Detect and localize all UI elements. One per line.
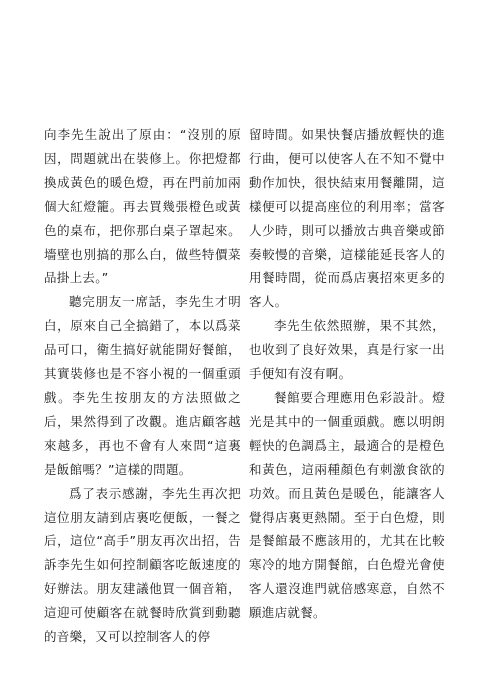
paragraph: 留時間。如果快餐店播放輕快的進行曲，便可以使客人在不知不覺中動作加快，很快結束用餐離開，這樣便可以提高座位的利用率；當客人少時，則可以播放古典音樂或節奏較慢的音樂，這樣能延長客人的用餐時間，從而爲店裏招來更多的客人。 <box>249 127 445 310</box>
left-text-column <box>44 123 241 649</box>
paragraph: 聽完朋友一席話，李先生才明白，原來自己全搞錯了，本以爲菜品可口，衛生搞好就能開好餐館，其實裝修也是不容小視的一個重頭戲。李先生按朋友的方法照做之后，果然得到了改觀。進店顧客越來越多，再也不會有人來問“這裏是飯館嗎？”這樣的問題。 <box>44 294 241 477</box>
paragraph: 李先生依然照辦，果不其然，也收到了良好效果，真是行家一出手便知有沒有啊。 <box>249 318 445 382</box>
right-text-column <box>249 123 445 625</box>
paragraph: 爲了表示感謝，李先生再次把這位朋友請到店裏吃便飯，一餐之后，這位“高手”朋友再次出招，告訴李先生如何控制顧客吃飯速度的好辦法。朋友建議他買一個音箱，這迎可使顧客在就餐時欣賞到動聽的音樂，又可以控制客人的停 <box>44 485 241 645</box>
paragraph: 餐館要合理應用色彩設計。燈光是其中的一個重頭戲。應以明朗輕快的色調爲主，最適合的是橙色和黃色，這兩種顏色有刺激食欲的功效。而且黃色是暖色，能讓客人覺得店裏更熱鬧。至于白色燈，則是餐館最不應該用的，尤其在比較寒冷的地方開餐館，白色燈光會使客人還沒進門就倍感寒意，自然不願進店就餐。 <box>249 389 445 621</box>
paragraph: 向李先生說出了原由：“沒別的原因，問題就出在裝修上。你把燈都換成黃色的暖色燈，再在門前加兩個大紅燈籠。再去買幾張橙色或黃色的桌布，把你那白桌子罩起來。墻壁也別搞的那么白，做些特價菜品掛上去。” <box>44 127 241 286</box>
